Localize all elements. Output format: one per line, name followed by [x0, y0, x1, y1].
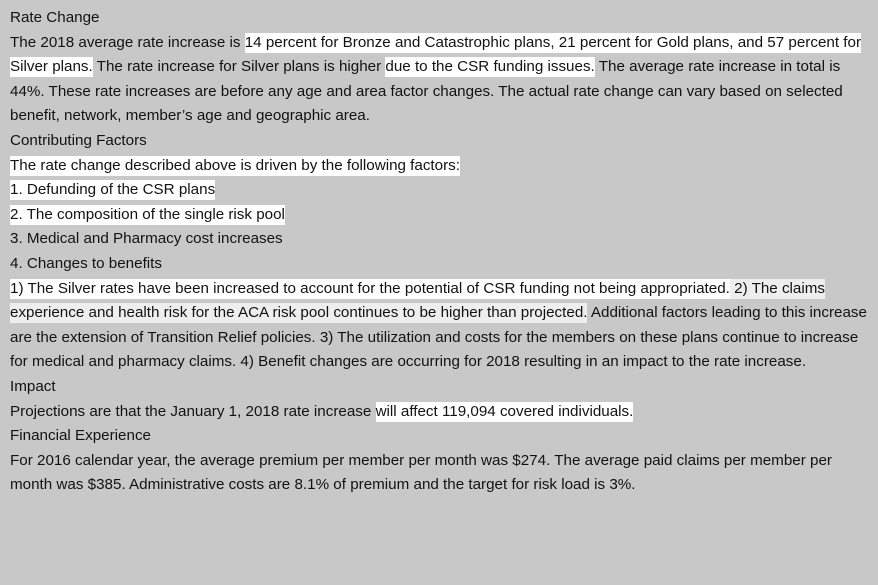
text-run: Additional factors leading to this increase are the extension of Transition Relief policies. 3) The utilization and costs for the members on these plans continue to increase for medical and pharmacy claims. 4) Benefit changes are occurring for 2018 resulting in an impact to the rate increase. — [10, 304, 867, 371]
text-run: For 2016 calendar year, the average premium per member per month was $274. The average paid claims per member per month was $385. Administrative costs are 8.1% of premium and the target for risk load is 3%. — [10, 451, 832, 494]
highlighted-text-run: 14 percent for Bronze and Catastrophic plans, 21 percent for Gold plans, and 57 percent for Silver plans. — [10, 33, 862, 76]
text-run: The rate increase for Silver plans is higher — [92, 58, 386, 76]
text-run: Projections are that the January 1, 2018 rate increase — [10, 402, 376, 420]
text-run: 3. Medical and Pharmacy cost increases — [10, 230, 283, 248]
section-heading-rate-change: Rate Change — [10, 9, 100, 26]
contributing-factors-intro — [10, 154, 868, 179]
highlighted-text-run: due to the CSR funding issues. — [385, 58, 595, 76]
factor-list-item — [10, 227, 868, 252]
factor-list-item — [10, 203, 868, 228]
text-run: 4. Changes to benefits — [10, 254, 162, 272]
highlighted-text-run: 2. The composition of the single risk pool — [10, 205, 285, 223]
highlighted-text-run: 1. Defunding of the CSR plans — [10, 181, 216, 199]
section-heading-financial-experience: Financial Experience — [10, 427, 151, 445]
section-heading-impact: Impact — [10, 377, 56, 395]
section-body-impact — [10, 400, 868, 425]
text-run: The average rate increase in total is 44%. These rate increases are before any age and area factor changes. The actual rate change can vary based on selected benefit, network, member’s age and geographic area. — [10, 58, 843, 125]
highlighted-text-run: will affect 119,094 covered individuals. — [375, 402, 634, 420]
section-body-rate-change — [10, 31, 868, 129]
section-body-financial-experience — [10, 449, 868, 498]
section-heading-contributing-factors: Contributing Factors — [10, 131, 147, 149]
contributing-factors-narrative — [10, 277, 868, 375]
highlighted-text-run: The rate change described above is driven by the following factors: — [10, 156, 460, 174]
highlighted-text-run: 1) The Silver rates have been increased to account for the potential of CSR funding not being appropriated. — [10, 279, 730, 297]
text-run: The 2018 average rate increase is — [10, 33, 245, 51]
factor-list-item — [10, 252, 868, 277]
highlighted-text-run-soft: 2) The claims experience and health risk for the ACA risk pool continues to be higher than projected. — [10, 279, 825, 322]
factor-list-item — [10, 178, 868, 203]
